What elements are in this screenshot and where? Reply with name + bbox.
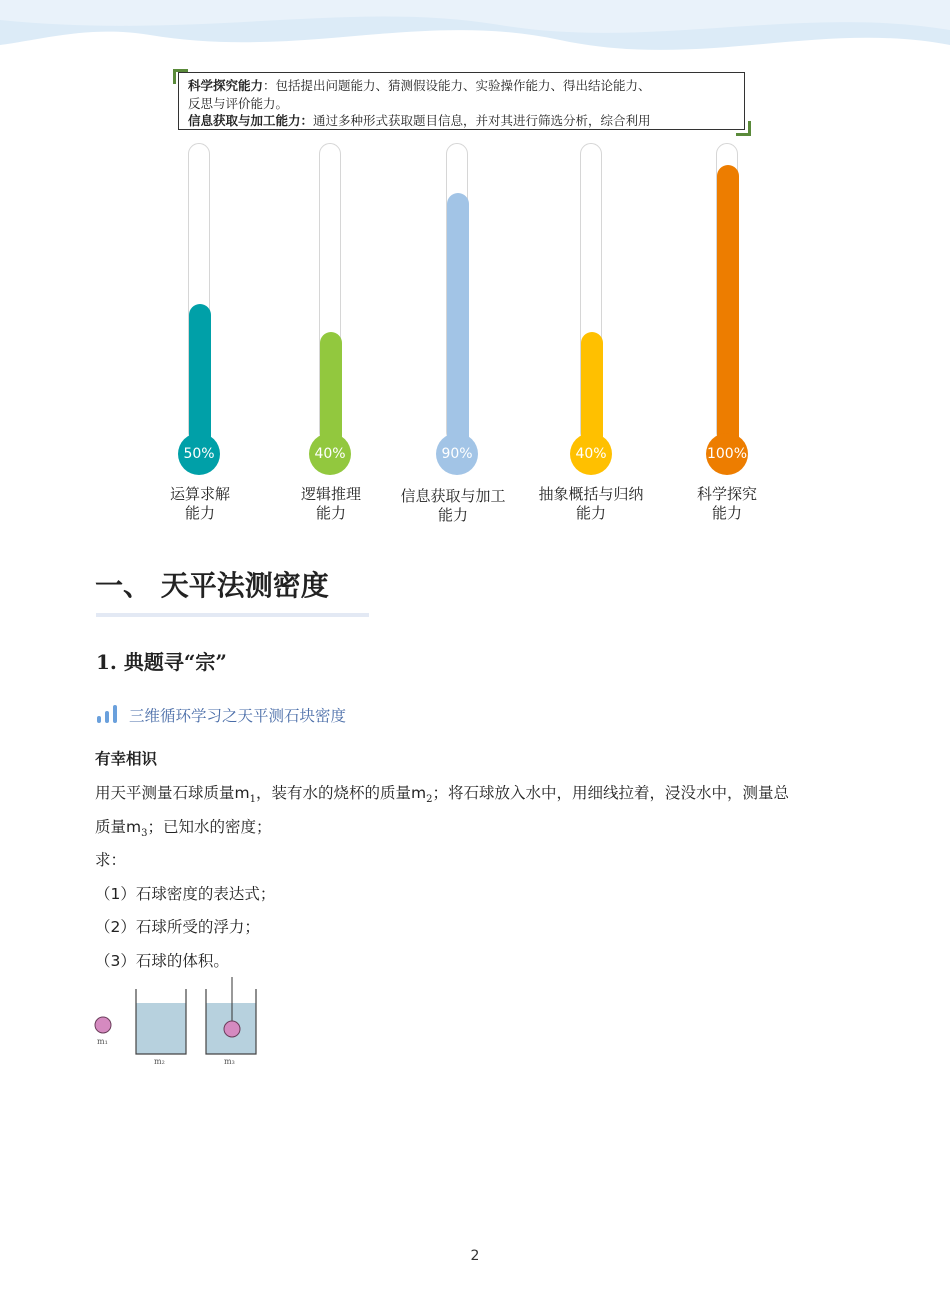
page-number: 2 — [470, 1248, 480, 1264]
figure-label: m₁ — [97, 1037, 108, 1046]
bar-chart-icon — [96, 703, 120, 725]
ability-thermometer — [175, 143, 225, 478]
subsection-title: 1. 典题寻“宗” — [96, 650, 227, 674]
ability-label: 逻辑推理 能力 — [300, 485, 361, 522]
experiment-diagram — [90, 975, 270, 1070]
question-item: （3）石球的体积。 — [95, 952, 229, 970]
problem-line: 用天平测量石球质量$m_1$，装有水的烧杯的质量$m_2$；将石球放入水中，用细线拉着，浸没水中，测量总 — [95, 784, 789, 806]
ability-thermometer — [703, 143, 753, 478]
section-underline — [96, 613, 369, 617]
thermometer-fill — [447, 193, 469, 443]
header-wave-decoration — [0, 0, 950, 70]
thermometer-bulb: 40% — [570, 433, 612, 475]
thermometer-fill — [717, 165, 739, 443]
ability-label: 运算求解 能力 — [169, 485, 230, 522]
thermometer-bulb: 50% — [178, 433, 220, 475]
ability-thermometer — [567, 143, 617, 478]
stone-ball — [95, 1017, 111, 1033]
ability-thermometer — [433, 143, 483, 478]
ability-definition-box — [178, 72, 745, 130]
beaker-water — [136, 989, 186, 1054]
definition-text: 反思与评价能力。 — [188, 95, 289, 111]
figure-label: m₃ — [224, 1057, 235, 1066]
problem-heading: 有幸相识 — [95, 750, 158, 768]
ability-label: 抽象概括与归纳 能力 — [538, 485, 644, 522]
thermometer-fill — [320, 332, 342, 443]
definition-text: ：包括提出问题能力、猜测假设能力、实验操作能力、得出结论能力、 — [263, 78, 651, 93]
problem-line: 质量$m_3$；已知水的密度； — [95, 818, 272, 840]
definition-term: 科学探究能力 — [188, 78, 264, 93]
thermometer-fill — [581, 332, 603, 443]
figure-label: m₂ — [154, 1057, 165, 1066]
definition-term: 信息获取与加工能力： — [188, 113, 314, 128]
thermometer-bulb: 40% — [309, 433, 351, 475]
question-item: （2）石球所受的浮力； — [95, 918, 260, 936]
beaker-water-with-stone — [206, 977, 256, 1054]
problem-ask: 求： — [95, 851, 127, 869]
question-item: （1）石球密度的表达式； — [95, 885, 276, 903]
video-link-text[interactable]: 三维循环学习之天平测石块密度 — [129, 707, 347, 725]
thermometer-fill — [189, 304, 211, 443]
stone-ball — [224, 1021, 240, 1037]
ability-label: 科学探究 能力 — [696, 485, 757, 522]
thermometer-bulb: 90% — [436, 433, 478, 475]
definition-text: 通过多种形式获取题目信息，并对其进行筛选分析，综合利用 — [313, 113, 651, 128]
ability-label: 信息获取与加工 能力 — [400, 487, 506, 524]
thermometer-bulb: 100% — [706, 433, 748, 475]
ability-thermometer — [306, 143, 356, 478]
section-title: 一、 天平法测密度 — [95, 569, 329, 602]
